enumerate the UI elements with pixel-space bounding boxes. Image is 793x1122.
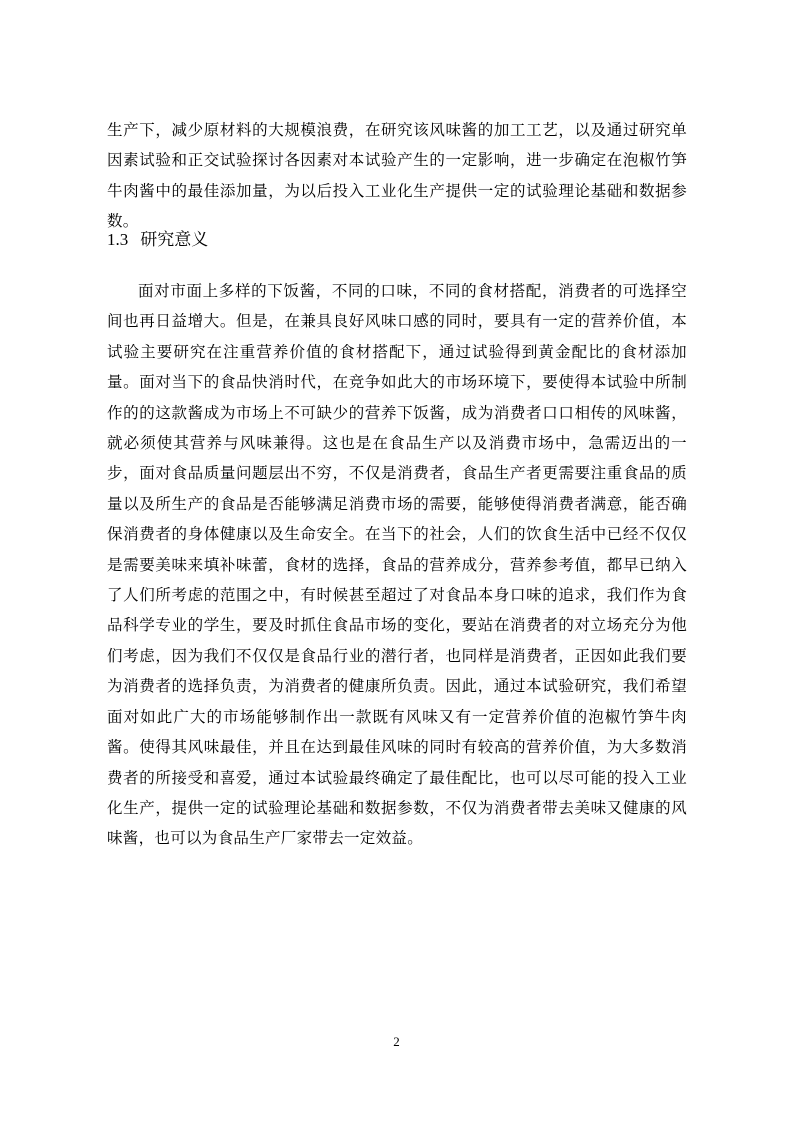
section-number: 1.3 — [107, 230, 129, 249]
intro-paragraph: 生产下，减少原材料的大规模浪费，在研究该风味酱的加工工艺，以及通过研究单因素试验和正交试验探讨各因素对本试验产生的一定影响，进一步确定在泡椒竹笋牛肉酱中的最佳添加量，为以后投入工业化生产提供一定的试验理论基础和数据参数。 — [107, 121, 687, 231]
body-paragraph: 面对市面上多样的下饭酱，不同的口味，不同的食材搭配，消费者的可选择空间也再日益增大。但是，在兼具良好风味口感的同时，要具有一定的营养价值，本试验主要研究在注重营养价值的食材搭配下，通过试验得到黄金配比的食材添加量。面对当下的食品快消时代，在竞争如此大的市场环境下，要使得本试验中所制作的的这款酱成为市场上不可缺少的营养下饭酱，成为消费者口口相传的风味酱，就必须使其营养与风味兼得。这也是在食品生产以及消费市场中，急需迈出的一步，面对食品质量问题层出不穷，不仅是消费者，食品生产者更需要注重食品的质量以及所生产的食品是否能够满足消费市场的需要，能够使得消费者满意，能否确保消费者的身体健康以及生命安全。在当下的社会，人们的饮食生活中已经不仅仅是需要美味来填补味蕾，食材的选择，食品的营养成分，营养参考值，都早已纳入了人们所考虑的范围之中，有时候甚至超过了对食品本身口味的追求，我们作为食品科学专业的学生，要及时抓住食品市场的变化，要站在消费者的对立场充分为他们考虑，因为我们不仅仅是食品行业的潜行者，也同样是消费者，正因如此我们要为消费者的选择负责，为消费者的健康所负责。因此，通过本试验研究，我们希望面对如此广大的市场能够制作出一款既有风味又有一定营养价值的泡椒竹笋牛肉酱。使得其风味最佳，并且在达到最佳风味的同时有较高的营养价值，为大多数消费者的所接受和喜爱，通过本试验最终确定了最佳配比，也可以尽可能的投入工业化生产，提供一定的试验理论基础和数据参数，不仅为消费者带去美味又健康的风味酱，也可以为食品生产厂家带去一定效益。 — [107, 282, 687, 848]
section-title: 研究意义 — [140, 230, 209, 250]
page-number: 2 — [393, 1034, 400, 1049]
section-heading — [107, 228, 208, 252]
